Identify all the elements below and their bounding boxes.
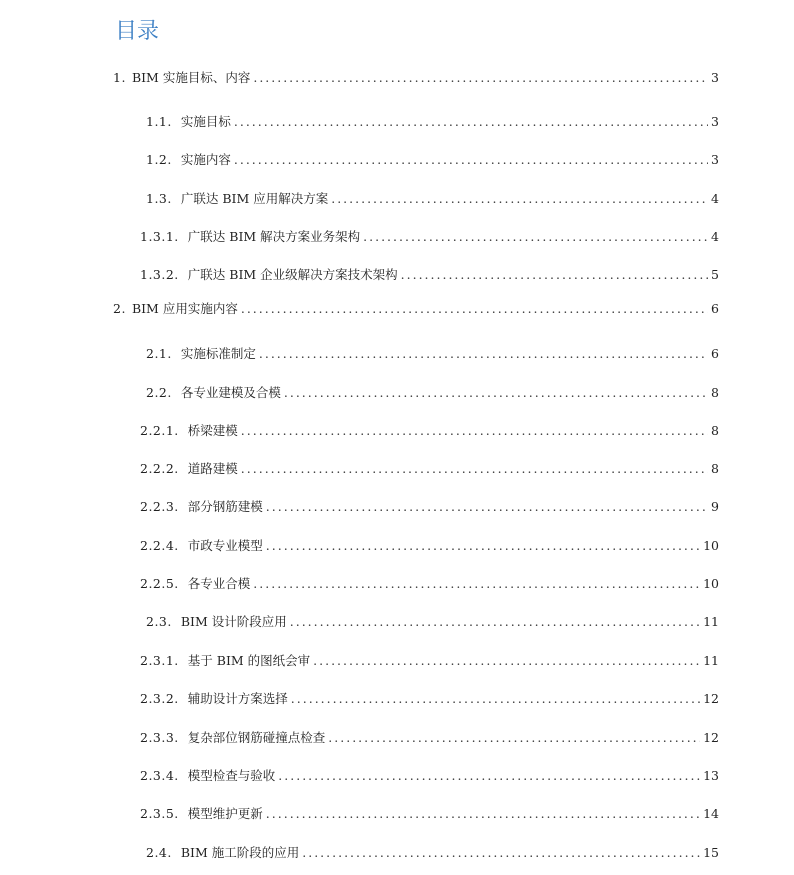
toc-entry[interactable] [140,574,719,594]
toc-entry-text: 市政专业模型 [187,538,263,553]
toc-entry-text: 基于 BIM 的图纸会审 [187,653,311,668]
toc-dot-leader [291,689,700,709]
toc-entry[interactable] [113,299,719,319]
toc-entry[interactable] [140,689,719,709]
toc-entry-page: 9 [711,499,719,514]
toc-entry-page: 11 [703,653,719,668]
toc-entry-text: 实施内容 [180,152,231,167]
toc-entry-number: 2.3.3. [140,730,179,745]
toc-entry-page: 10 [703,538,719,553]
toc-entry[interactable] [140,421,719,441]
toc-entry[interactable] [146,612,719,632]
toc-entry-text: 实施标准制定 [180,346,256,361]
toc-entry[interactable] [146,383,719,403]
toc-entry-text: 复杂部位钢筋碰撞点检查 [187,730,326,745]
toc-entry-page: 8 [711,461,719,476]
toc-dot-leader [266,536,700,556]
toc-entry-number: 2.1. [146,346,172,361]
toc-entry-text: 各专业合模 [187,576,251,591]
toc-entry-number: 1.3.2. [140,267,179,282]
toc-dot-leader [266,497,708,517]
toc-entry-page: 8 [711,385,719,400]
toc-entry[interactable] [146,150,719,170]
toc-entry-text: 桥梁建模 [187,423,238,438]
toc-entry-page: 15 [703,845,719,860]
toc-entry-text: 辅助设计方案选择 [187,691,288,706]
toc-entry[interactable] [140,766,719,786]
toc-entry-page: 10 [703,576,719,591]
toc-dot-leader [302,843,700,863]
toc-entry[interactable] [140,804,719,824]
toc-entry[interactable] [146,344,719,364]
toc-entry-text: BIM 设计阶段应用 [180,614,287,629]
toc-entry-text: 部分钢筋建模 [187,499,263,514]
toc-dot-leader [241,299,708,319]
toc-entry-number: 2.2.3. [140,499,179,514]
toc-entry[interactable] [140,651,719,671]
toc-dot-leader [278,766,700,786]
toc-entry-page: 6 [711,301,719,316]
toc-entry-number: 1. [113,70,126,85]
toc-entry-page: 3 [711,70,719,85]
toc-entry-text: 实施目标 [180,114,231,129]
toc-dot-leader [401,265,708,285]
toc-entry-number: 2.3.4. [140,768,179,783]
toc-entry-page: 12 [703,691,719,706]
toc-entry[interactable] [146,112,719,132]
toc-entry-number: 2. [113,301,126,316]
toc-entry-text: 模型维护更新 [187,806,263,821]
toc-entry-page: 11 [703,614,719,629]
toc-entry-text: 道路建模 [187,461,238,476]
toc-entry-page: 3 [711,152,719,167]
toc-entry[interactable] [140,536,719,556]
toc-entry-number: 2.3.2. [140,691,179,706]
toc-dot-leader [253,574,700,594]
toc-dot-leader [328,728,700,748]
toc-entry-page: 4 [711,229,719,244]
toc-dot-leader [234,150,708,170]
toc-entry-page: 6 [711,346,719,361]
toc-entry-page: 8 [711,423,719,438]
toc-entry-text: 模型检查与验收 [187,768,276,783]
toc-dot-leader [313,651,700,671]
toc-entry-text: 广联达 BIM 应用解决方案 [180,191,329,206]
toc-entry-number: 1.3. [146,191,172,206]
toc-entry-page: 14 [703,806,719,821]
toc-entry-number: 1.1. [146,114,172,129]
toc-entry[interactable] [140,728,719,748]
toc-dot-leader [241,421,708,441]
toc-dot-leader [363,227,708,247]
toc-entry-number: 2.3. [146,614,172,629]
toc-entry-text: 广联达 BIM 解决方案业务架构 [187,229,361,244]
toc-entry-text: BIM 施工阶段的应用 [180,845,300,860]
toc-entry-number: 2.2.5. [140,576,179,591]
toc-entry[interactable] [146,843,719,863]
toc-entry-page: 5 [711,267,719,282]
toc-entry-text: BIM 应用实施内容 [131,301,238,316]
toc-dot-leader [259,344,708,364]
toc-entry-text: BIM 实施目标、内容 [131,70,251,85]
toc-entry-number: 2.2.2. [140,461,179,476]
toc-entry-text: 广联达 BIM 企业级解决方案技术架构 [187,267,398,282]
toc-dot-leader [266,804,700,824]
toc-entry-page: 3 [711,114,719,129]
toc-entry-page: 12 [703,730,719,745]
toc-entry-number: 2.2.4. [140,538,179,553]
toc-dot-leader [331,189,708,209]
toc-entry[interactable] [140,227,719,247]
toc-entry-number: 2.2. [146,385,172,400]
toc-dot-leader [234,112,708,132]
toc-entry-text: 各专业建模及合模 [180,385,281,400]
toc-dot-leader [284,383,708,403]
toc-title: 目录 [115,19,160,44]
toc-entry-number: 1.3.1. [140,229,179,244]
toc-dot-leader [253,68,708,88]
toc-entry-page: 4 [711,191,719,206]
toc-entry[interactable] [146,189,719,209]
toc-entry-number: 2.2.1. [140,423,179,438]
toc-dot-leader [241,459,708,479]
toc-entry-number: 2.3.5. [140,806,179,821]
toc-entry[interactable] [140,497,719,517]
toc-entry[interactable] [140,265,719,285]
toc-entry-number: 1.2. [146,152,172,167]
toc-entry[interactable] [140,459,719,479]
toc-entry[interactable] [113,68,719,88]
toc-entry-page: 13 [703,768,719,783]
toc-entry-number: 2.3.1. [140,653,179,668]
toc-entry-number: 2.4. [146,845,172,860]
toc-dot-leader [290,612,700,632]
